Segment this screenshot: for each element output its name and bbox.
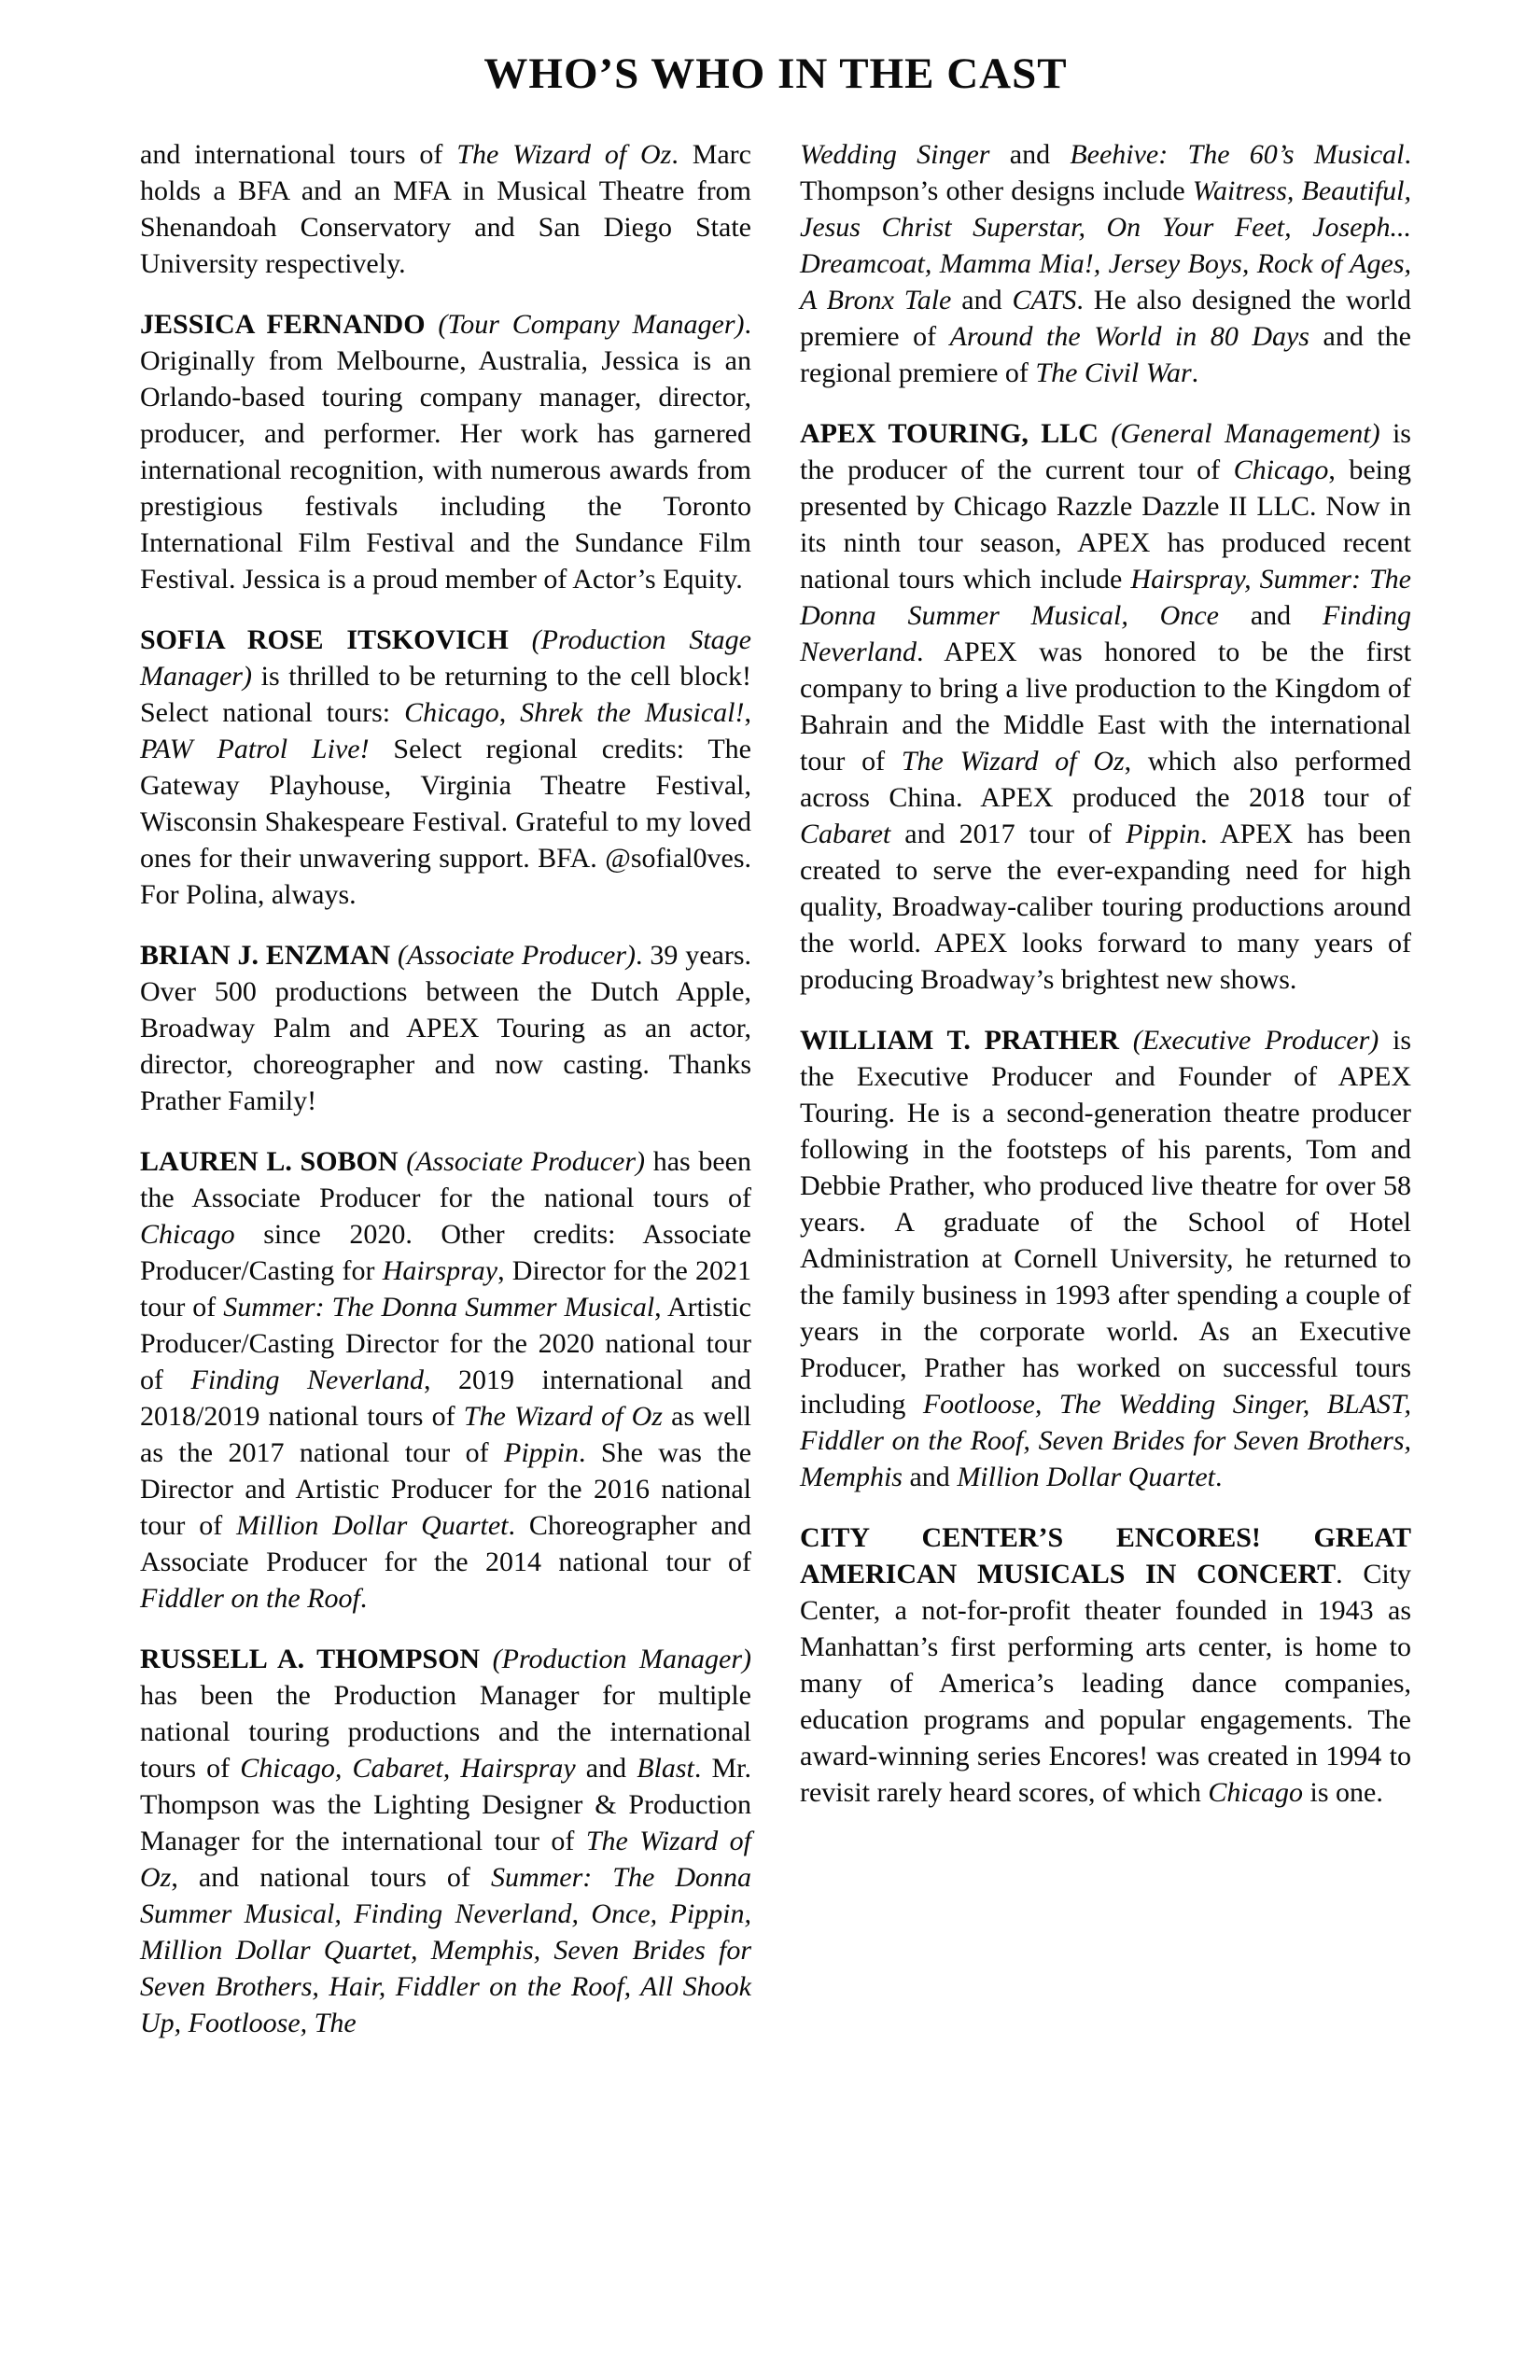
text-run-normal: is thrilled to be returning to the cell block! Select national tours: <box>140 660 751 728</box>
text-run-normal: , <box>498 696 521 728</box>
text-run-italic: The Wizard of Oz <box>140 1825 751 1893</box>
text-run-italic: Million Dollar Quartet <box>236 1509 509 1541</box>
text-run-bold: RUSSELL A. THOMPSON <box>140 1643 493 1674</box>
text-run-italic: (Associate Producer) <box>406 1145 646 1177</box>
text-run-normal: . 39 years. Over 500 productions between the Dutch Apple, Broadway Palm and APEX Touring as an actor, director, choreographer and now casting. Thanks Prather Family! <box>140 939 752 1116</box>
text-run-italic: Footloose, The Wedding Singer, BLAST, Fiddler on the Roof, Seven Brides for Seven Brothers, Memphis <box>800 1388 1411 1492</box>
text-run-italic: Shrek the Musical! <box>520 696 745 728</box>
bio-apex-touring-llc <box>800 415 1411 998</box>
left-column <box>140 136 751 2065</box>
text-run-normal: , Artistic Producer/Casting Director for the 2020 national tour of <box>140 1291 751 1395</box>
text-run-normal: , which also performed across China. APEX produced the 2018 tour of <box>800 745 1411 813</box>
text-run-normal: is the producer of the current tour of <box>800 417 1411 485</box>
bio-brian-j-enzman <box>140 937 751 1119</box>
text-run-italic: (Production Manager) <box>492 1643 752 1674</box>
text-run-bold: SOFIA ROSE ITSKOVICH <box>140 623 532 655</box>
text-run-italic: Waitress, Beautiful, Jesus Christ Superstar, On Your Feet, Joseph... Dreamcoat, Mamma Mia!, Jersey Boys, Rock of Ages, A Bronx Tale <box>800 175 1411 315</box>
text-run-italic: Summer: The Donna Summer Musical, Finding Neverland, Once, Pippin, Million Dollar Quartet, Memphis, Seven Brides for Seven Brothers, Hair, Fiddler on the Roof, All Shook Up, Footloose, The <box>140 1861 751 2038</box>
text-run-normal: , Director for the 2021 tour of <box>140 1254 752 1323</box>
bio-city-centers-encores <box>800 1519 1411 1811</box>
text-run-normal: , being presented by Chicago Razzle Dazzle II LLC. Now in its ninth tour season, APEX has produced recent national tours which include <box>800 454 1411 595</box>
text-run-normal: , <box>744 696 752 728</box>
text-run-bold: LAUREN L. SOBON <box>140 1145 407 1177</box>
text-run-italic: Million Dollar Quartet <box>957 1461 1215 1492</box>
bio-russell-a-thompson <box>140 1641 751 2041</box>
text-run-italic: The Wizard of Oz <box>901 745 1125 777</box>
text-run-normal: . <box>359 1582 368 1614</box>
text-run-normal: and 2017 tour of <box>890 818 1127 849</box>
text-run-bold: JESSICA FERNANDO <box>140 308 439 340</box>
text-run-italic: (Tour Company Manager) <box>438 308 745 340</box>
bio-william-t-prather <box>800 1022 1411 1495</box>
text-run-italic: Blast <box>637 1752 694 1784</box>
text-run-normal: . She was the Director and Artistic Producer for the 2016 national tour of <box>140 1436 752 1541</box>
text-run-italic: Wedding Singer <box>800 138 990 170</box>
text-run-italic: The Wizard of Oz <box>463 1400 663 1432</box>
text-run-italic: Cabaret <box>800 818 891 849</box>
text-run-normal: as well as the 2017 national tour of <box>140 1400 751 1468</box>
text-run-bold: BRIAN J. ENZMAN <box>140 939 399 971</box>
bio-lauren-l-sobon <box>140 1143 751 1617</box>
page-title: WHO’S WHO IN THE CAST <box>483 49 1068 98</box>
text-run-normal: is the Executive Producer and Founder of APEX Touring. He is a second-generation theatre producer following in the footsteps of his parents, Tom and Debbie Prather, who produced live theatre for over 58 years. A graduate of the School of Hotel Administration at Cornell University, he returned to the family business in 1993 after spending a couple of years in the corporate world. As an Executive Producer, Prather has worked on successful tours including <box>800 1024 1411 1420</box>
text-run-normal: and <box>989 138 1071 170</box>
text-run-italic: Finding Neverland <box>800 599 1411 667</box>
text-run-normal: . APEX was honored to be the first company to bring a live production to the Kingdom of Bahrain and the Middle East with the international tour of <box>800 636 1411 777</box>
bio-jessica-fernando <box>140 306 751 597</box>
text-run-normal: is one. <box>1303 1776 1383 1808</box>
text-run-normal: . Originally from Melbourne, Australia, Jessica is an Orlando-based touring company manager, director, producer, and performer. Her work has garnered international recognition, with numerous awards from prestigious festivals including the Toronto International Film Festival and the Sundance Film Festival. Jessica is a proud member of Actor’s Equity. <box>140 308 751 595</box>
text-run-italic: The Wizard of Oz <box>456 138 672 170</box>
text-run-italic: (Executive Producer) <box>1132 1024 1379 1056</box>
bio-russell-a-thompson-continuation <box>800 136 1411 391</box>
text-run-normal: . Mr. Thompson was the Lighting Designer & Production Manager for the international tour of <box>140 1752 751 1856</box>
text-run-italic: (Associate Producer) <box>398 939 637 971</box>
text-run-normal: Select regional credits: The Gateway Playhouse, Virginia Theatre Festival, Wisconsin Shakespeare Festival. Grateful to my loved ones for their unwavering support. BFA. @sofial0ves. For Polina, always. <box>140 733 751 910</box>
text-run-italic: (Production Stage Manager) <box>140 623 751 692</box>
text-run-bold: CITY CENTER’S ENCORES! GREAT AMERICAN MUSICALS IN CONCERT <box>800 1521 1411 1589</box>
text-run-italic: Chicago <box>1208 1776 1304 1808</box>
text-run-italic: Finding Neverland <box>190 1364 424 1395</box>
text-run-normal: and the regional premiere of <box>800 320 1412 388</box>
text-run-italic: Around the World in 80 Days <box>949 320 1309 352</box>
text-run-normal: since 2020. Other credits: Associate Producer/Casting for <box>140 1218 751 1286</box>
bio-columns <box>140 136 1411 2065</box>
text-run-italic: Beehive: The 60’s Musical <box>1070 138 1405 170</box>
text-run-italic: Fiddler on the Roof <box>140 1582 360 1614</box>
text-run-normal: has been the Production Manager for multiple national touring productions and the international tours of <box>140 1679 751 1784</box>
text-run-normal: . <box>1191 357 1199 388</box>
text-run-normal: . APEX has been created to serve the ever-expanding need for high quality, Broadway-caliber touring productions around the world. APEX looks forward to many years of producing Broadway’s brightest new shows. <box>800 818 1411 995</box>
bio-sofia-rose-itskovich <box>140 622 751 913</box>
text-run-normal: . Marc holds a BFA and an MFA in Musical Theatre from Shenandoah Conservatory and San Diego State University respectively. <box>140 138 751 279</box>
text-run-italic: Summer: The Donna Summer Musical <box>223 1291 655 1323</box>
text-run-normal: and <box>1218 599 1323 631</box>
text-run-italic: Chicago, Cabaret, Hairspray <box>240 1752 576 1784</box>
text-run-italic: Chicago <box>1233 454 1329 485</box>
text-run-italic: PAW Patrol Live! <box>140 733 370 764</box>
text-run-normal: . <box>1214 1461 1223 1492</box>
text-run-italic: Hairspray, Summer: The Donna Summer Musical, Once <box>800 563 1411 631</box>
text-run-italic: CATS <box>1012 284 1077 315</box>
text-run-italic: Chicago <box>404 696 499 728</box>
text-run-bold: WILLIAM T. PRATHER <box>800 1024 1133 1056</box>
text-run-bold: APEX TOURING, LLC <box>800 417 1112 449</box>
text-run-normal: . He also designed the world premiere of <box>800 284 1411 352</box>
text-run-italic: Chicago <box>140 1218 235 1250</box>
text-run-normal: , 2019 international and 2018/2019 national tours of <box>140 1364 751 1432</box>
text-run-normal: . Thompson’s other designs include <box>800 138 1411 206</box>
text-run-italic: Pippin <box>504 1436 579 1468</box>
text-run-normal: . Choreographer and Associate Producer for the 2014 national tour of <box>140 1509 751 1577</box>
text-run-normal: has been the Associate Producer for the national tours of <box>140 1145 752 1213</box>
text-run-normal: and international tours of <box>140 138 457 170</box>
text-run-normal: and <box>902 1461 958 1492</box>
text-run-italic: The Civil War <box>1035 357 1192 388</box>
bio-continuation-marc <box>140 136 751 282</box>
text-run-italic: (General Management) <box>1111 417 1380 449</box>
text-run-italic: Pippin <box>1126 818 1201 849</box>
text-run-italic: Hairspray <box>382 1254 498 1286</box>
right-column <box>800 136 1411 1835</box>
text-run-normal: and <box>575 1752 637 1784</box>
text-run-normal: and <box>951 284 1013 315</box>
text-run-normal: . City Center, a not-for-profit theater founded in 1943 as Manhattan’s first performing arts center, is home to many of America’s leading dance companies, education programs and popular engagements. The award-winning series Encores! was created in 1994 to revisit rarely heard scores, of which <box>800 1558 1411 1808</box>
text-run-normal: , and national tours of <box>171 1861 491 1893</box>
